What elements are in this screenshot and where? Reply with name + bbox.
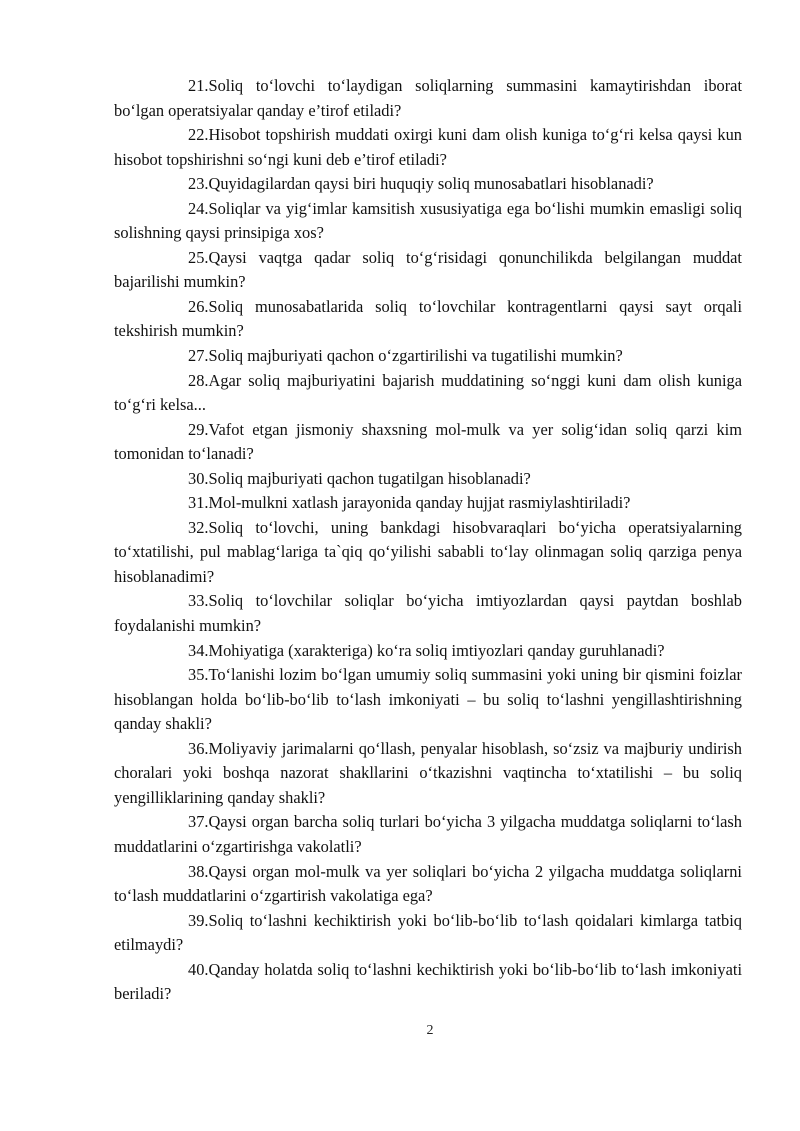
question-number: 36. <box>188 738 209 758</box>
question-number: 21. <box>188 76 209 95</box>
question-item <box>114 418 742 467</box>
question-item <box>114 860 742 909</box>
question-list <box>114 74 742 1007</box>
question-item <box>114 344 742 369</box>
question-text: Soliq munosabatlarida soliq to‘lovchilar kontragentlarni qaysi sayt orqali tekshirish mumkin? <box>114 296 742 341</box>
question-number: 35. <box>188 665 209 685</box>
question-text: Soliq to‘lashni kechiktirish yoki bo‘lib-bo‘lib to‘lash qoidalari kimlarga tatbiq etilmaydi? <box>114 910 742 955</box>
question-number: 22. <box>188 125 209 145</box>
question-item <box>114 172 742 197</box>
page-number: 2 <box>426 1023 434 1038</box>
question-number: 25. <box>188 247 209 267</box>
question-number: 27. <box>188 346 209 366</box>
question-item <box>114 369 742 418</box>
question-text: Vafot etgan jismoniy shaxsning mol-mulk va yer solig‘idan soliq qarzi kim tomonidan to‘lanadi? <box>114 419 742 464</box>
question-text: Mol-mulkni xatlash jarayonida qanday hujjat rasmiylashtiriladi? <box>208 493 631 513</box>
question-number: 26. <box>188 296 209 316</box>
question-text: Quyidagilardan qaysi biri huquqiy soliq munosabatlari hisoblanadi? <box>208 174 654 194</box>
question-text: Soliq majburiyati qachon o‘zgartirilishi va tugatilishi mumkin? <box>208 346 623 366</box>
question-number: 32. <box>188 517 209 537</box>
question-text: Qanday holatda soliq to‘lashni kechiktirish yoki bo‘lib-bo‘lib to‘lash imkoniyati beriladi? <box>114 959 742 1004</box>
question-text: Soliq majburiyati qachon tugatilgan hisoblanadi? <box>208 468 531 488</box>
question-number: 24. <box>188 198 209 218</box>
question-item <box>114 246 742 295</box>
question-number: 33. <box>188 591 209 611</box>
question-item <box>114 516 742 590</box>
question-number: 39. <box>188 910 209 930</box>
question-item <box>114 74 742 123</box>
question-text: To‘lanishi lozim bo‘lgan umumiy soliq summasini yoki uning bir qismini foizlar hisoblangan holda bo‘lib-bo‘lib to‘lash imkoniyati – bu soliq to‘lashni yengillashtirishning qanday shakli? <box>114 665 742 734</box>
question-number: 29. <box>188 419 209 439</box>
question-item <box>114 197 742 246</box>
question-number: 28. <box>188 370 209 390</box>
question-text: Hisobot topshirish muddati oxirgi kuni dam olish kuniga to‘g‘ri kelsa qaysi kun hisobot topshirishni so‘ngi kuni deb e’tirof etiladi? <box>114 125 742 169</box>
question-text: Moliyaviy jarimalarni qo‘llash, penyalar hisoblash, so‘zsiz va majburiy undirish choralari yoki boshqa nazorat shakllarini o‘tkazishni vaqtincha to‘xtatilishi – bu soliq yengilliklarining qanday shakli? <box>114 738 742 807</box>
question-number: 30. <box>188 468 209 488</box>
question-item <box>114 123 742 172</box>
question-item <box>114 958 742 1007</box>
question-item <box>114 909 742 958</box>
question-number: 23. <box>188 174 209 194</box>
question-item <box>114 663 742 737</box>
question-item <box>114 295 742 344</box>
question-number: 31. <box>188 493 209 513</box>
question-text: Qaysi vaqtga qadar soliq to‘g‘risidagi qonunchilikda belgilangan muddat bajarilishi mumkin? <box>114 247 742 292</box>
question-number: 37. <box>188 812 209 832</box>
question-text: Soliq to‘lovchi, uning bankdagi hisobvaraqlari bo‘yicha operatsiyalarning to‘xtatilishi, pul mablag‘lariga ta`qiq qo‘yilishi sababli to‘lay olinmagan soliq qarziga penya hisoblanadimi? <box>114 517 742 586</box>
question-text: Qaysi organ mol-mulk va yer soliqlari bo‘yicha 2 yilgacha muddatga soliqlarni to‘lash muddatlarini o‘zgartirish vakolatiga ega? <box>114 861 742 906</box>
question-text: Soliq to‘lovchi to‘laydigan soliqlarning summasini kamaytirishdan iborat bo‘lgan operatsiyalar qanday e’tirof etiladi? <box>114 76 742 120</box>
question-item <box>114 639 742 664</box>
question-number: 38. <box>188 861 209 881</box>
question-item <box>114 589 742 638</box>
question-text: Soliqlar va yig‘imlar kamsitish xususiyatiga ega bo‘lishi mumkin emasligi soliq solishning qaysi prinsipiga xos? <box>114 198 742 243</box>
question-item <box>114 737 742 811</box>
question-text: Soliq to‘lovchilar soliqlar bo‘yicha imtiyozlardan qaysi paytdan boshlab foydalanishi mumkin? <box>114 591 742 636</box>
question-text: Agar soliq majburiyatini bajarish muddatining so‘nggi kuni dam olish kuniga to‘g‘ri kelsa... <box>114 370 742 415</box>
question-item <box>114 491 742 516</box>
question-item <box>114 467 742 492</box>
question-text: Mohiyatiga (xarakteriga) ko‘ra soliq imtiyozlari qanday guruhlanadi? <box>208 640 665 660</box>
question-text: Qaysi organ barcha soliq turlari bo‘yicha 3 yilgacha muddatga soliqlarni to‘lash muddatlarini o‘zgartirishga vakolatli? <box>114 812 742 856</box>
question-number: 34. <box>188 640 209 660</box>
question-number: 40. <box>188 959 209 979</box>
question-item <box>114 810 742 859</box>
